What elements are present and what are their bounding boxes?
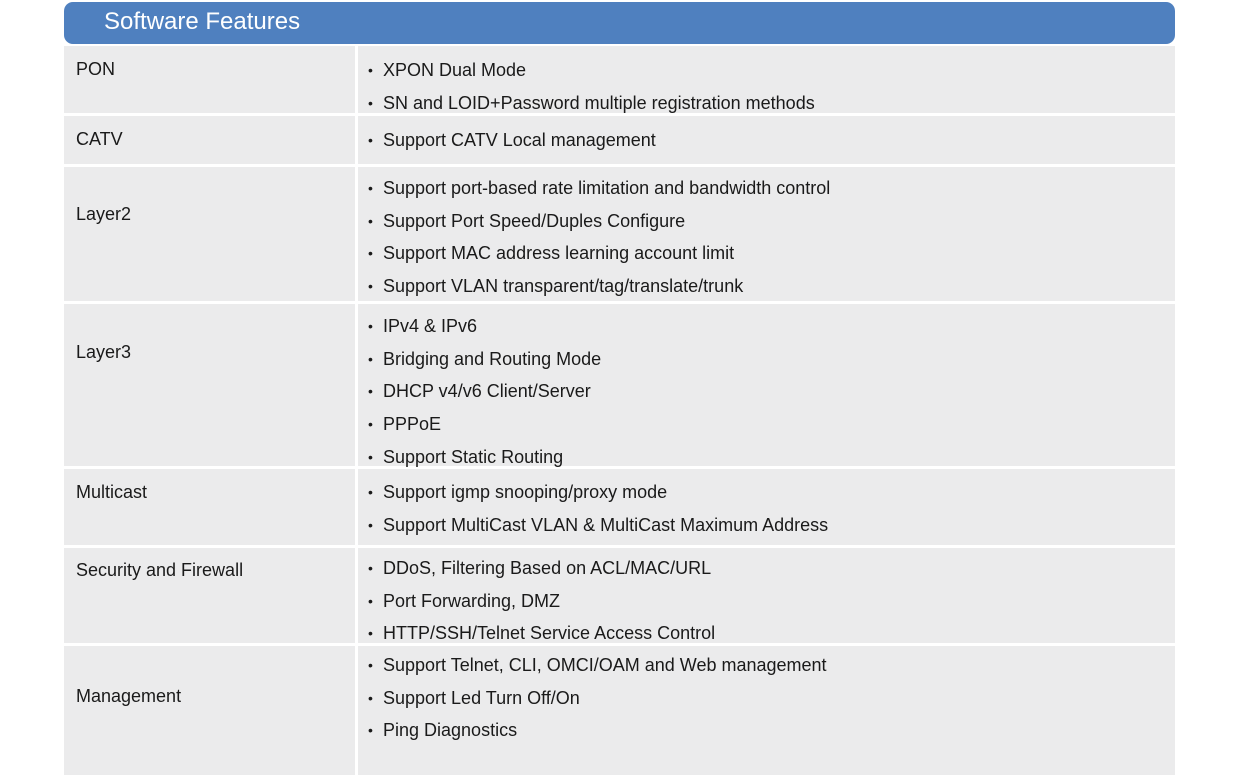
table-row-security <box>64 548 1175 643</box>
table-row-layer2 <box>64 167 1175 301</box>
row-features-cell <box>358 548 1175 643</box>
table-row-pon <box>64 46 1175 113</box>
list-item: • Support MultiCast VLAN & MultiCast Maximum Address <box>368 514 828 547</box>
list-item: • Support igmp snooping/proxy mode <box>368 481 828 514</box>
list-item: • Support Led Turn Off/On <box>368 687 827 720</box>
list-item: • IPv4 & IPv6 <box>368 315 601 348</box>
table-row-management <box>64 646 1175 775</box>
feature-list <box>368 129 656 162</box>
list-item: • PPPoE <box>368 413 601 446</box>
list-item: • Support Telnet, CLI, OMCI/OAM and Web management <box>368 654 827 687</box>
row-label-cell <box>64 646 355 775</box>
row-label-cell <box>64 548 355 643</box>
row-features-cell <box>358 116 1175 164</box>
list-item: • Ping Diagnostics <box>368 719 827 752</box>
feature-list <box>368 557 715 655</box>
row-label: Layer2 <box>76 204 132 224</box>
feature-list <box>368 315 601 478</box>
row-label-cell <box>64 46 355 113</box>
row-features-cell <box>358 469 1175 545</box>
list-item: • DDoS, Filtering Based on ACL/MAC/URL <box>368 557 715 590</box>
section-header <box>64 2 1175 44</box>
table-row-multicast <box>64 469 1175 545</box>
row-label: Layer3 <box>76 342 132 362</box>
row-label-cell <box>64 167 355 301</box>
row-features-cell <box>358 646 1175 775</box>
section-title: Software Features <box>104 8 301 35</box>
list-item: • Support port-based rate limitation and bandwidth control <box>368 177 830 210</box>
table-row-layer3 <box>64 304 1175 466</box>
list-item: • Support Static Routing <box>368 446 601 479</box>
list-item: • SN and LOID+Password multiple registration methods <box>368 92 815 125</box>
row-features-cell <box>358 46 1175 113</box>
list-item: • Support Port Speed/Duples Configure <box>368 210 830 243</box>
feature-list <box>368 481 828 546</box>
feature-list <box>368 654 827 752</box>
list-item: • HTTP/SSH/Telnet Service Access Control <box>368 622 715 655</box>
feature-list <box>368 59 815 124</box>
table-row-catv <box>64 116 1175 164</box>
row-label: PON <box>76 59 116 79</box>
row-features-cell <box>358 304 1175 466</box>
feature-list <box>368 177 830 308</box>
row-label: CATV <box>76 129 123 149</box>
list-item: • Port Forwarding, DMZ <box>368 590 715 623</box>
row-label-cell <box>64 116 355 164</box>
row-label: Security and Firewall <box>76 560 244 580</box>
list-item: • Support CATV Local management <box>368 129 656 162</box>
list-item: • DHCP v4/v6 Client/Server <box>368 380 601 413</box>
row-label: Management <box>76 686 182 706</box>
row-label-cell <box>64 304 355 466</box>
row-label: Multicast <box>76 482 148 502</box>
list-item: • Support MAC address learning account limit <box>368 242 830 275</box>
list-item: • XPON Dual Mode <box>368 59 815 92</box>
list-item: • Support VLAN transparent/tag/translate/trunk <box>368 275 830 308</box>
row-features-cell <box>358 167 1175 301</box>
list-item: • Bridging and Routing Mode <box>368 348 601 381</box>
row-label-cell <box>64 469 355 545</box>
